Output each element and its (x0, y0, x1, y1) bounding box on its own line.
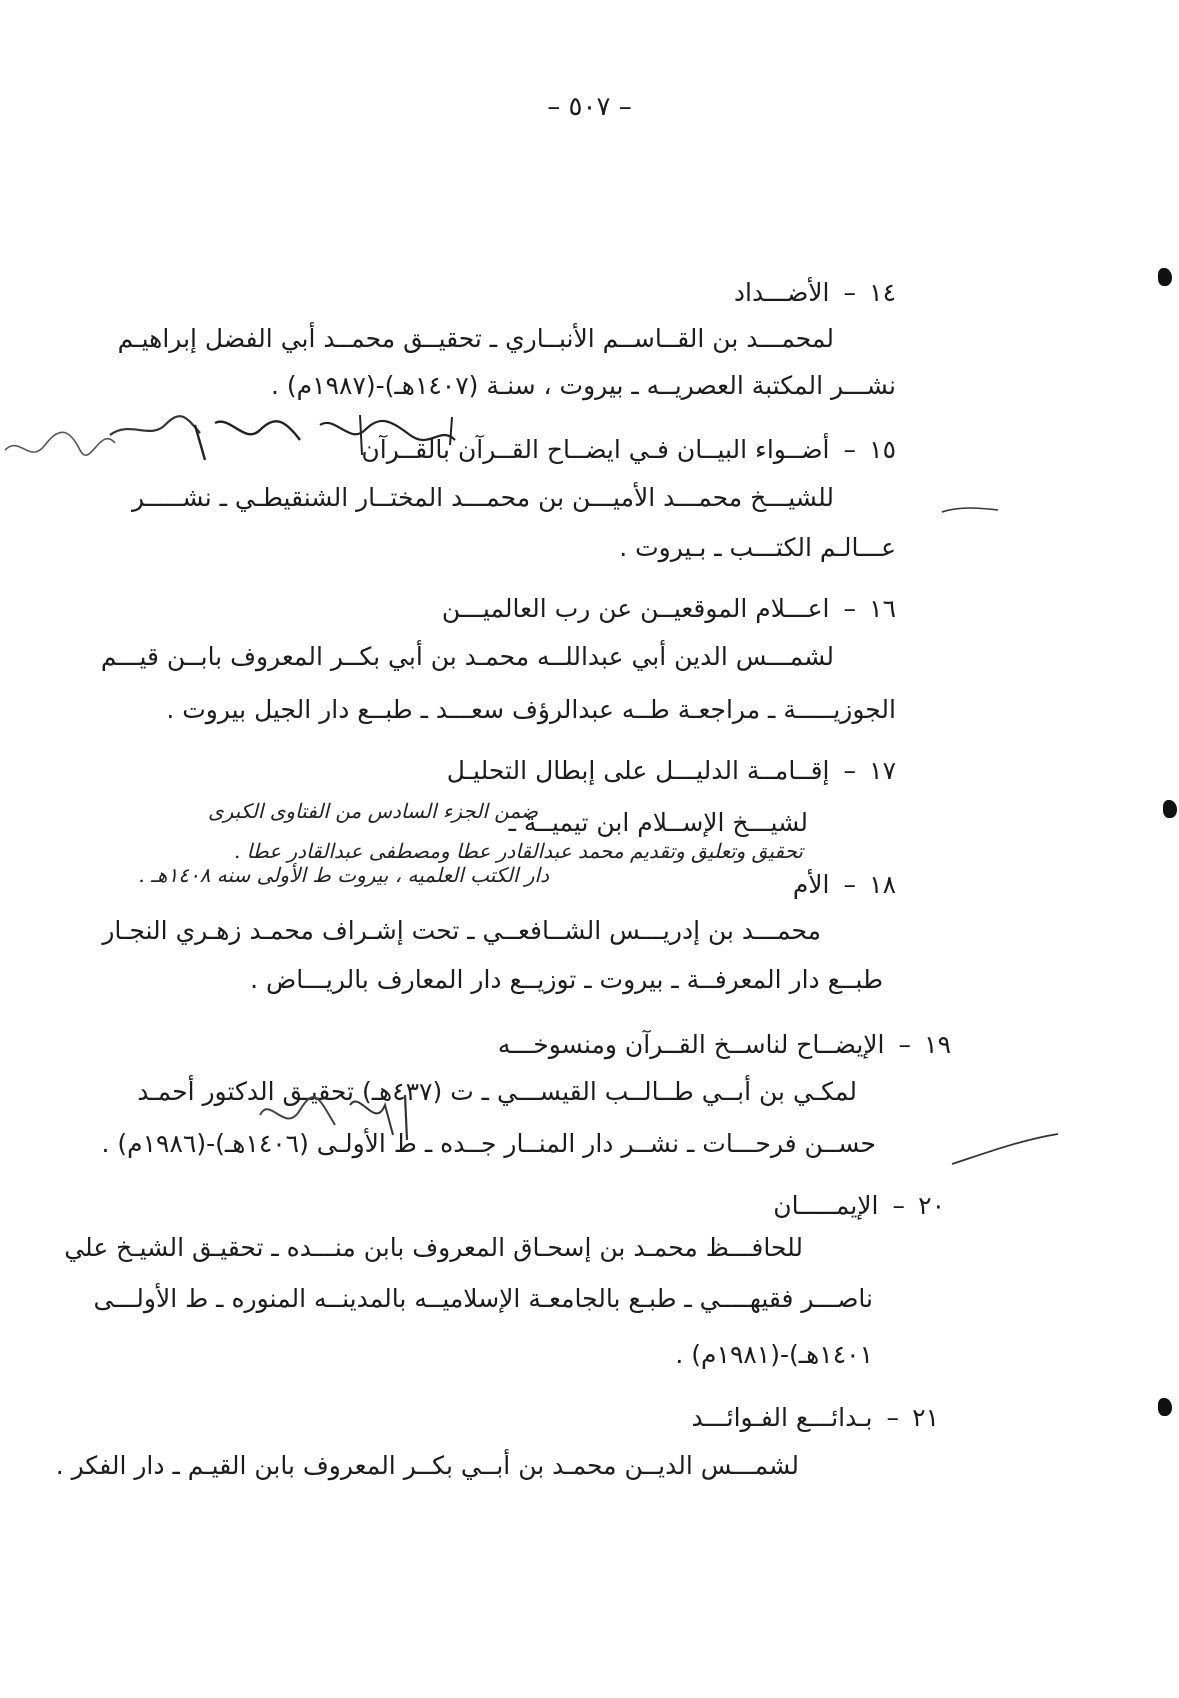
entry-line: محمـــد بن إدريـــس الشــافعــي ـ تحت إشـراف محمـد زهـري النجـار (102, 916, 821, 945)
entry-line: ناصـــر فقيهــــي ـ طبـع بالجامعـة الإسلاميــه بالمدينــه المنوره ـ ط الأولـــى (93, 1284, 873, 1313)
handwritten-scribble (0, 395, 470, 475)
entry-title-14: ١٤–الأضـــداد (734, 276, 896, 310)
handwritten-note: ضمن الجزء السادس من الفتاوى الكبرى (207, 799, 538, 823)
entry-line: لشيـــخ الإســلام ابن تيميــة ـ (508, 808, 808, 837)
entry-number: ١٥ (869, 435, 896, 464)
entry-number: ١٤ (869, 278, 896, 307)
entry-title-15: ١٥–أضــواء البيــان فـي ايضــاح القــرآن بالقــرآن (361, 433, 896, 467)
entry-title-text: الأم (792, 870, 830, 899)
entry-number: ١٦ (869, 594, 896, 623)
entry-line: للشيـــخ محمـــد الأميـــن بن محمـــد المختــار الشنقيطـي ـ نشـــــر (131, 483, 834, 512)
entry-line: لشمـــس الديــن محمـد بن أبــي بكــر المعروف بابن القيـم ـ دار الفكر . (55, 1451, 799, 1480)
entry-title-text: أضــواء البيــان فـي ايضــاح القــرآن بالقــرآن (361, 435, 830, 464)
entry-line: عـــالـم الكتـــب ـ بـيروت . (619, 533, 896, 562)
entry-number: ٢١ (912, 1403, 939, 1432)
entry-title-text: الإيمـــــان (773, 1191, 879, 1220)
entry-number: ١٩ (924, 1030, 951, 1059)
entry-line: الجوزيـــــة ـ مراجعـة طــه عبدالرؤف سعـــد ـ طبــع دار الجيل بيروت . (166, 695, 896, 724)
entry-line: نشـــر المكتبة العصريــه ـ بيروت ، سنـة (١٤٠٧هـ)-(١٩٨٧م) . (271, 371, 896, 400)
entry-number: ١٧ (869, 756, 896, 785)
page-number: – ٥٠٧ – (547, 92, 632, 122)
entry-title-text: الإيضــاح لناســخ القــرآن ومنسوخـــه (497, 1030, 885, 1059)
entry-line: لمكـي بن أبــي طــالــب القيســـي ـ ت (٤٣٧هـ) تحقيـق الدكتور أحمـد (137, 1077, 857, 1106)
entry-line: لمحمـــد بن القــاســم الأنبــاري ـ تحقيــق محمــد أبي الفضل إبراهيـم (117, 324, 834, 353)
entry-line: ١٤٠١هـ)-(١٩٨١م) . (675, 1340, 873, 1369)
margin-mark (1163, 800, 1177, 818)
entry-title-text: الأضـــداد (733, 278, 830, 307)
entry-line: لشمـــس الدين أبي عبداللــه محمـد بن أبي بكــر المعروف بابــن قيـــم (100, 642, 834, 671)
entry-number: ١٨ (869, 870, 896, 899)
entry-number: ٢٠ (918, 1191, 945, 1220)
pen-stroke (940, 500, 1000, 520)
entry-title-16: ١٦–اعـــلام الموقعيــن عن رب العالميـــن (442, 592, 896, 626)
handwritten-note: تحقيق وتعليق وتقديم محمد عبدالقادر عطا ومصطفى عبدالقادر عطا . (233, 839, 803, 863)
entry-title-21: ٢١–بـدائـــع الفـوائـــد (692, 1401, 939, 1435)
handwritten-scribble (255, 1085, 435, 1145)
margin-mark (1158, 268, 1172, 286)
margin-mark (1158, 1398, 1172, 1416)
entry-line: للحافـــظ محمـد بن إسحـاق المعروف بابن منـــده ـ تحقيـق الشيـخ علي (64, 1233, 803, 1262)
entry-title-text: إقــامــة الدليـــل على إبطال التحليـل (446, 756, 830, 785)
entry-title-text: بـدائـــع الفـوائـــد (691, 1403, 873, 1432)
entry-title-20: ٢٠–الإيمـــــان (773, 1189, 945, 1223)
entry-title-18: ١٨–الأم (793, 868, 896, 902)
entry-title-text: اعـــلام الموقعيــن عن رب العالميـــن (441, 594, 830, 623)
handwritten-note: دار الكتب العلميه ، بيروت ط الأولى سنه ١٤٠٨هـ . (138, 863, 549, 887)
entry-title-17: ١٧–إقــامــة الدليـــل على إبطال التحليـل (447, 754, 896, 788)
entry-line: طبــع دار المعرفــة ـ بيروت ـ توزيــع دار المعارف بالريـــاض . (250, 965, 883, 994)
entry-title-19: ١٩–الإيضــاح لناســخ القــرآن ومنسوخـــه (498, 1028, 951, 1062)
pen-stroke (950, 1130, 1060, 1170)
entry-line: حســن فرحـــات ـ نشــر دار المنــار جــده ـ ط الأولـى (١٤٠٦هـ)-(١٩٨٦م) . (101, 1129, 876, 1158)
